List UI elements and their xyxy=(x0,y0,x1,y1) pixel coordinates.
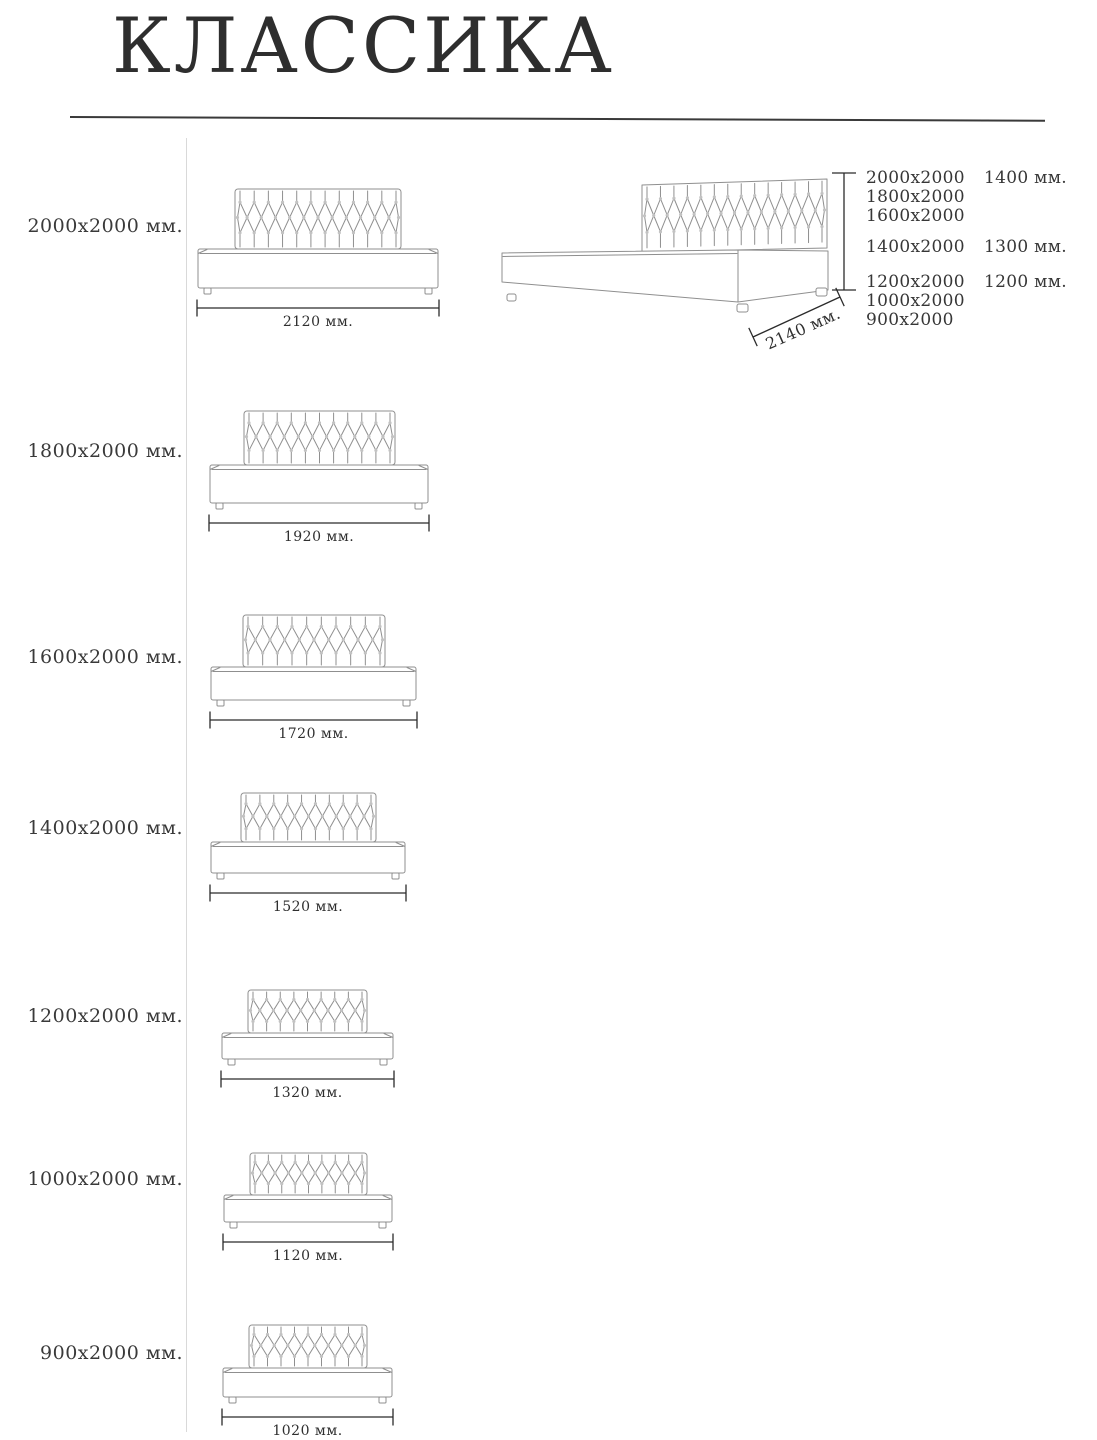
bed-size-label: 1600x2000 мм. xyxy=(27,646,183,668)
bed-front-figure xyxy=(209,792,407,904)
bed-width-dimension: 1120 мм. xyxy=(272,1248,344,1264)
bed-front-figure xyxy=(220,989,395,1090)
bed-size-label: 1400x2000 мм. xyxy=(27,817,183,839)
height-dimension-line xyxy=(832,173,856,290)
column-divider xyxy=(186,138,187,1432)
depth-dimension-label: 2140 мм. xyxy=(762,303,844,354)
bed-size-label: 1000x2000 мм. xyxy=(27,1168,183,1190)
bed-width-dimension: 1020 мм. xyxy=(272,1423,343,1439)
size-list-group xyxy=(866,238,965,257)
page-title: КЛАССИКА xyxy=(112,1,615,90)
bed-size-label: 1200x2000 мм. xyxy=(27,1005,183,1027)
bed-size-label: 2000x2000 мм. xyxy=(27,215,183,237)
bed-front-figure xyxy=(208,410,430,534)
height-label: 1200 мм. xyxy=(984,272,1067,292)
bed-front-figure xyxy=(221,1324,394,1428)
size-list-group xyxy=(866,169,965,226)
bed-size-label: 900x2000 мм. xyxy=(40,1342,183,1364)
bed-front-figure xyxy=(209,614,418,731)
bed-front-figure xyxy=(222,1152,394,1253)
bed-width-dimension: 1720 мм. xyxy=(278,726,349,742)
bed-width-dimension: 1920 мм. xyxy=(283,529,355,545)
bed-width-dimension: 1520 мм. xyxy=(272,899,344,915)
size-list-group xyxy=(866,273,965,330)
bed-width-dimension: 1320 мм. xyxy=(272,1085,343,1101)
bed-size-label: 1800x2000 мм. xyxy=(27,440,183,462)
size-item: 1800x2000 xyxy=(866,187,965,207)
height-label: 1400 мм. xyxy=(984,168,1067,188)
size-item: 900x2000 xyxy=(866,310,954,330)
title-underline xyxy=(70,116,1045,122)
size-item: 1600x2000 xyxy=(866,206,965,226)
size-item: 1000x2000 xyxy=(866,291,965,311)
bed-front-figure xyxy=(196,188,440,319)
size-item: 1400x2000 xyxy=(866,237,965,257)
height-label: 1300 мм. xyxy=(984,237,1067,257)
bed-width-dimension: 2120 мм. xyxy=(282,314,354,330)
size-item: 1200x2000 xyxy=(866,272,965,292)
size-item: 2000x2000 xyxy=(866,168,965,188)
